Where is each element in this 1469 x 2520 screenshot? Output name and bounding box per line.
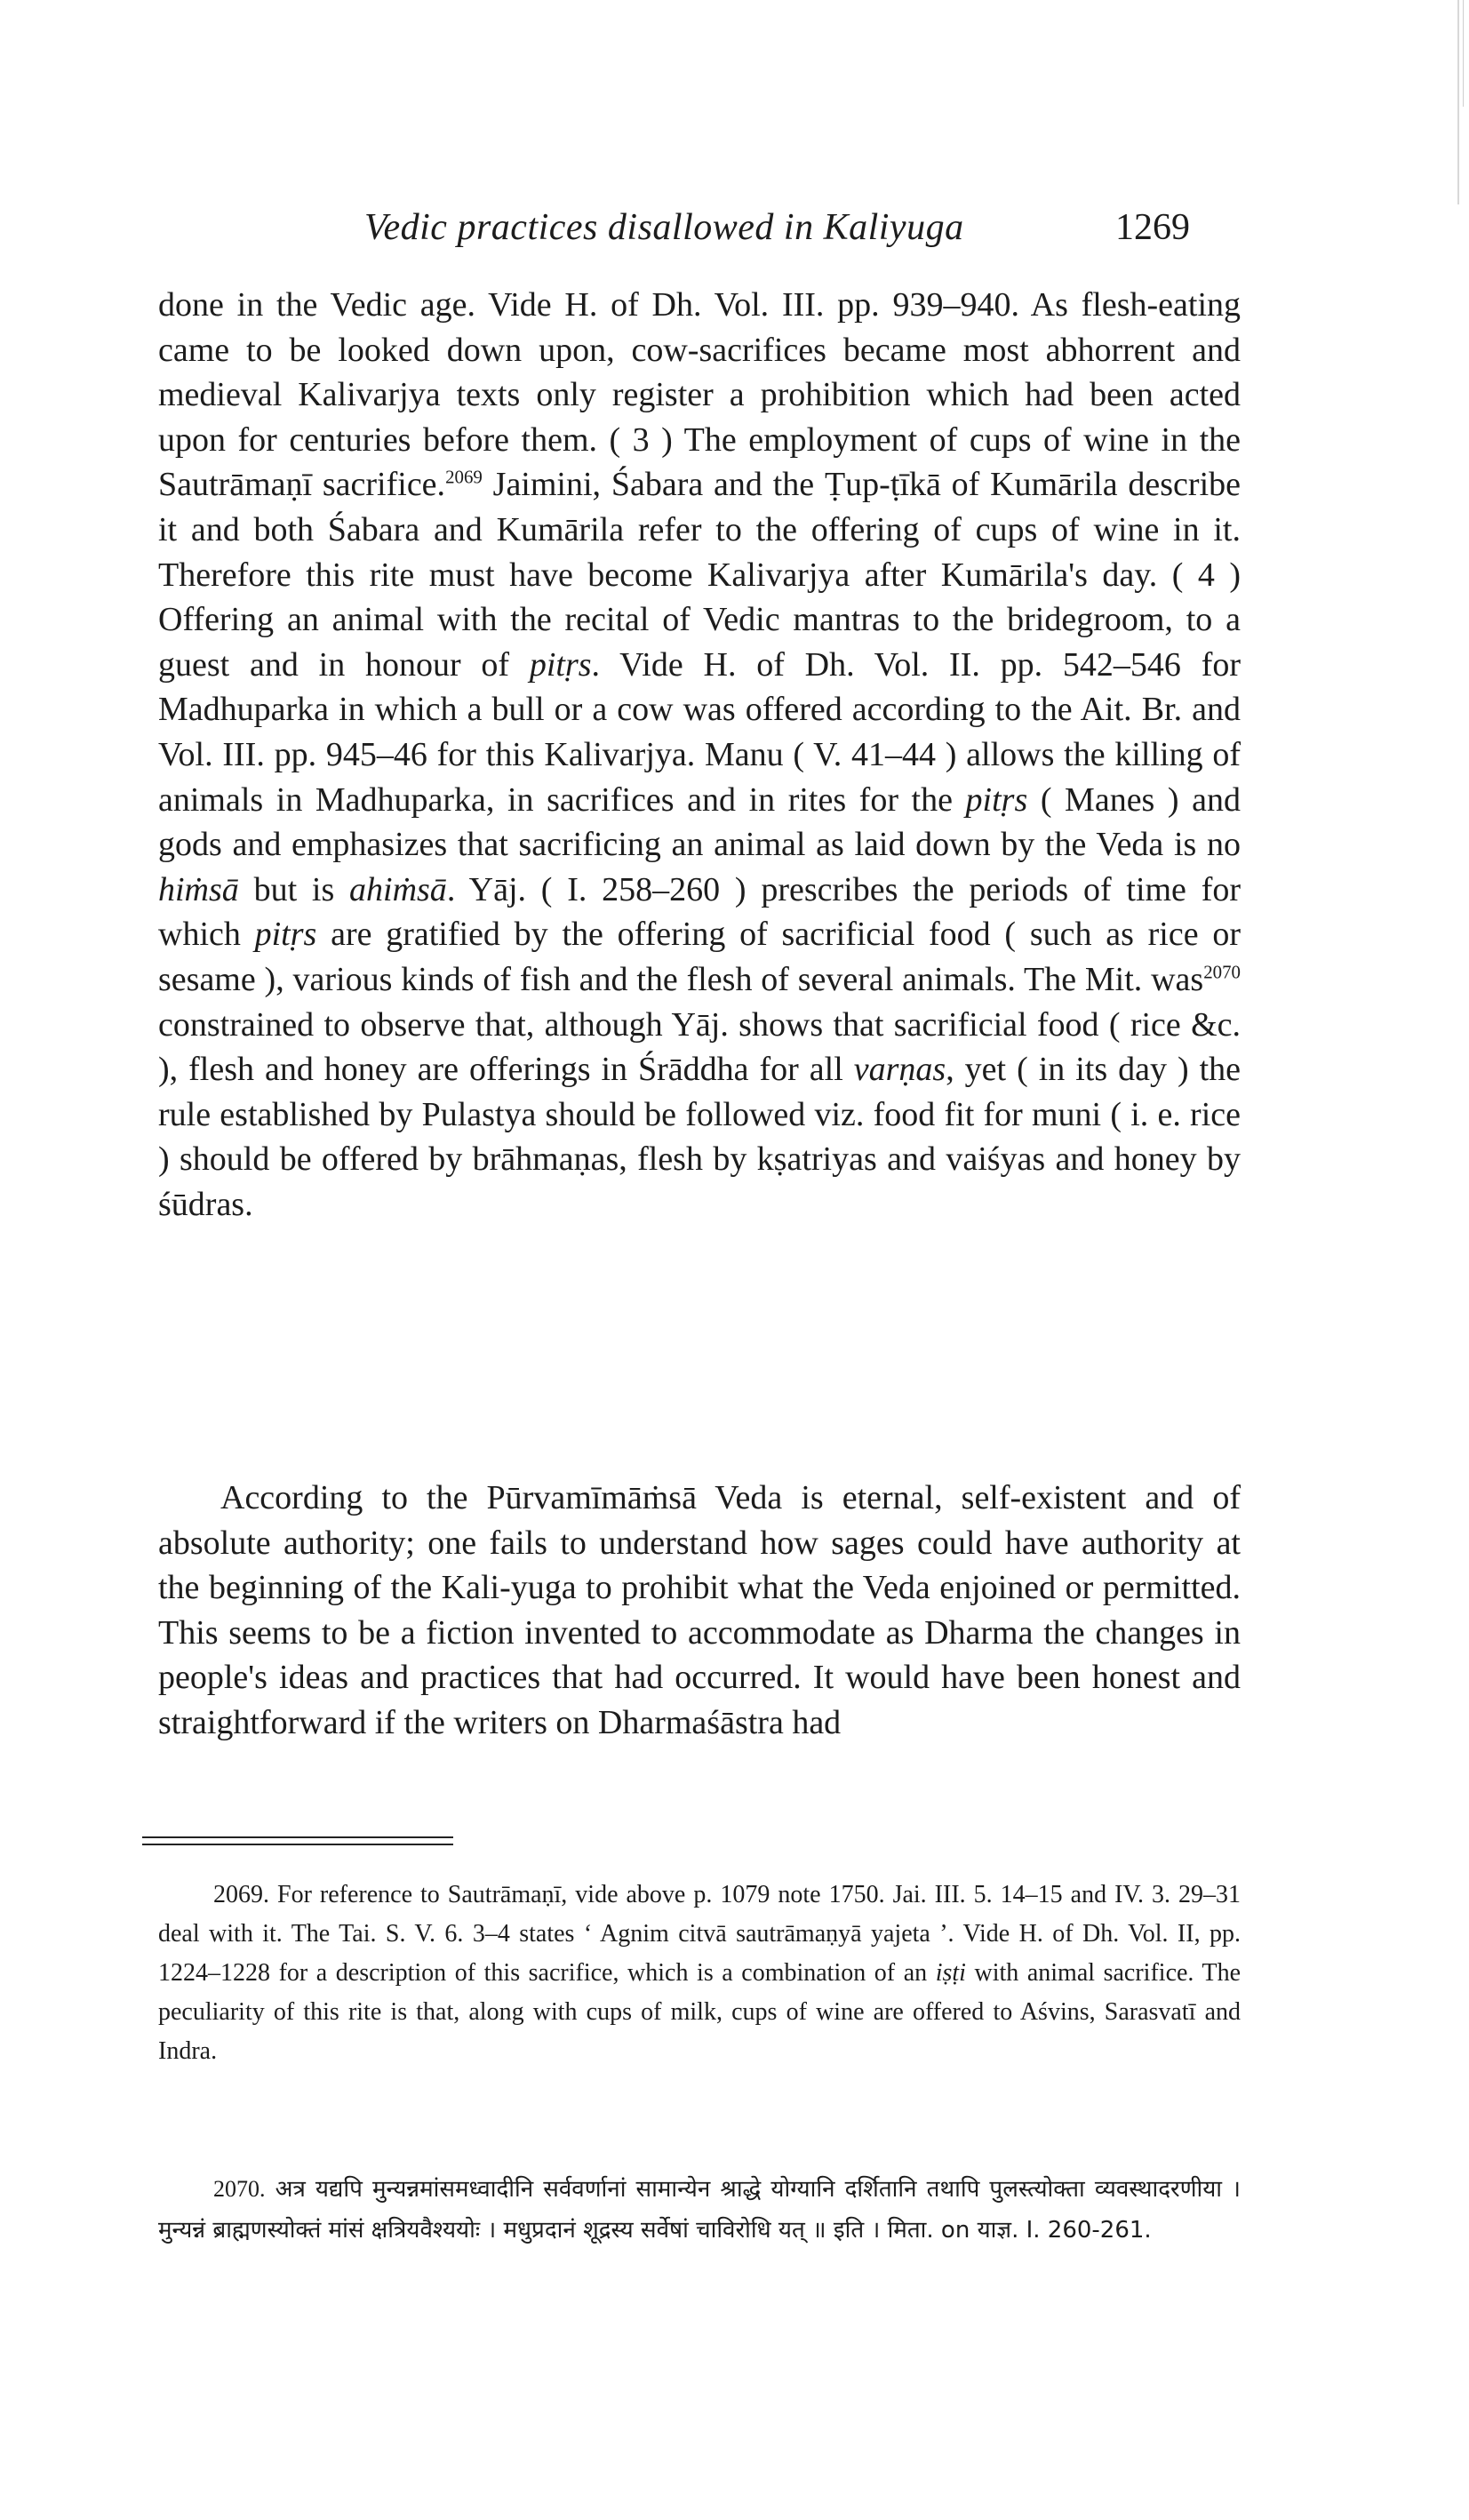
text-run: done in the Vedic age. Vide H. of Dh. Vol. III. pp. 939–940. As flesh-eating came to be looked down upon, cow-sacrifices became most abhorrent and medieval Kalivarjya texts only register a prohibition which had been acted upon for centuries before them. ( 3 ) The employment of cups of wine in the Sautrāmaṇī sacrifice. xyxy=(158,286,1241,504)
text-run: are gratified by the offering of sacrificial food ( such as rice or sesame ), various kinds of fish and the flesh of several animals. The Mit. was xyxy=(158,916,1241,998)
footnote-text: with animal sacrifice. The peculiarity of this rite is that, along with cups of milk, cups of wine are offered to Aśvins, Sarasvatī and Indra. xyxy=(158,1959,1241,2065)
footnote-separator-rule xyxy=(142,1836,453,1838)
text-run: constrained to observe that, although Yāj. shows that sacrificial food ( rice &c. ), flesh and honey are offerings in Śrāddha for all xyxy=(158,1005,1241,1089)
text-run: but is xyxy=(238,870,350,908)
term-pitrs: pitṛs xyxy=(254,916,317,954)
term-pitrs: pitṛs xyxy=(529,645,592,684)
footnote-sanskrit-text: अत्र यद्यपि मुन्यन्नमांसमध्वादीनि सर्ववर्णानां सामान्येन श्राद्धे योग्यानि दर्शितानि तथापि पुलस्त्योक्ता व्यवस्थादरणीया । मुन्यन्नं ब्राह्मणस्योक्तं मांसं क्षत्रियवैश्ययोः । मधुप्रदानं शूद्रस्य सर्वेषां चाविरोधि यत् ॥ इति । मिता. on याज्ञ. I. 260-261. xyxy=(158,2176,1241,2244)
text-run: . Vide H. of Dh. Vol. II. pp. 542–546 for Madhuparka in which a bull or a cow was offered according to the Ait. Br. and Vol. III. pp. 945–46 for this Kalivarjya. Manu ( V. 41–44 ) allows the killing of animals in Madhuparka, in sacrifices and in rites for the xyxy=(158,645,1241,819)
footnote-number: 2069. xyxy=(213,1881,269,1908)
footnote-2070 xyxy=(158,2169,1241,2251)
page-number: 1269 xyxy=(1115,207,1190,248)
paragraph-1 xyxy=(158,283,1241,1227)
footnote-2069 xyxy=(158,1876,1241,2071)
text-run: . Yāj. ( I. 258–260 ) prescribes the periods of time for which xyxy=(158,870,1241,954)
footnote-number: 2070. xyxy=(213,2176,266,2202)
footnote-separator-rule xyxy=(142,1844,453,1845)
text-run: Jaimini, Śabara and the Ṭup-ṭīkā of Kumārila describe it and both Śabara and Kumārila refer to the offering of cups of wine in it. Therefore this rite must have become Kalivarjya after Kumārila's day. ( 4 ) Offering an animal with the recital of Vedic mantras to the bridegroom, to a guest and in honour of xyxy=(158,466,1241,684)
term-pitrs: pitṛs xyxy=(965,780,1028,819)
text-run: ( Manes ) and gods and emphasizes that sacrificing an animal as laid down by the Veda is no xyxy=(158,780,1241,864)
paragraph-2: According to the Pūrvamīmāṁsā Veda is eternal, self-existent and of absolute authority; one fails to understand how sages could have authority at the beginning of the Kali-yuga to prohibit what the Veda enjoined or permitted. This seems to be a fiction invented to accommodate as Dharma the changes in people's ideas and practices that had occurred. It would have been honest and straightforward if the writers on Dharmaśāstra had xyxy=(158,1479,1241,1741)
term-varnas: varṇas xyxy=(853,1051,946,1089)
running-header-title: Vedic practices disallowed in Kaliyuga xyxy=(364,207,964,248)
footnote-ref-2069: 2069 xyxy=(445,466,483,488)
term-ahimsa: ahiṁsā xyxy=(349,870,447,908)
footnote-ref-2070: 2070 xyxy=(1203,961,1241,983)
page-edge-line-secondary xyxy=(1463,0,1464,107)
page-edge-line xyxy=(1457,0,1459,204)
footnote-text: For reference to Sautrāmaṇī, vide above p. 1079 note 1750. Jai. III. 5. 14–15 and IV. 3. 29–31 deal with it. The Tai. S. V. 6. 3–4 states ‘ Agnim citvā sautrāmaṇyā yajeta ’. Vide H. of Dh. Vol. II, pp. 1224–1228 for a description of this sacrifice, which is a combination of an xyxy=(158,1881,1241,1987)
term-himsa: hiṁsā xyxy=(158,870,239,908)
text-run: , yet ( in its day ) the rule established by Pulastya should be followed viz. food fit for muni ( i. e. rice ) should be offered by brāhmaṇas, flesh by kṣatriyas and vaiśyas and honey by śūdras. xyxy=(158,1051,1241,1223)
term-isti: iṣṭi xyxy=(935,1959,966,1987)
